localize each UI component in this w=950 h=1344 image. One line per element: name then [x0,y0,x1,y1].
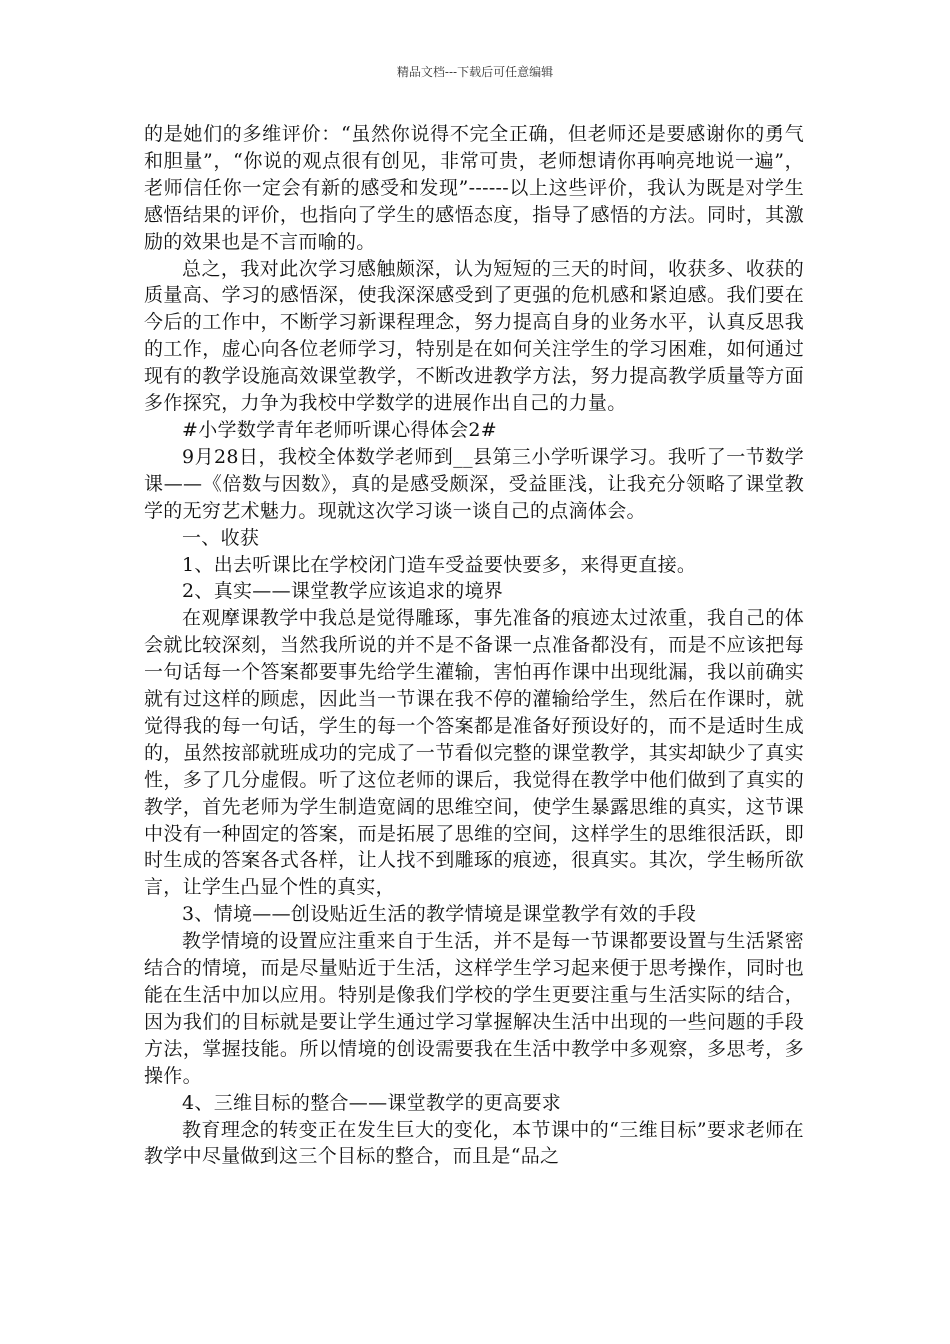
document-body [144,121,804,1170]
section-heading: #小学数学青年老师听课心得体会2# [182,418,498,441]
page-header: 精品文档---下载后可任意编辑 [396,65,554,79]
paragraph: 9月28日，我校全体数学老师到__县第三小学听课学习。我听了一节数学课——《倍数与因数》，真的是感受颇深，受益匪浅，让我充分领略了课堂教学的无穷艺术魅力。现就这次学习谈一谈自己的点滴体会。 [144,445,804,522]
paragraph: 的是她们的多维评价：“虽然你说得不完全正确，但老师还是要感谢你的勇气和胆量”，“你说的观点很有创见，非常可贵，老师想请你再响亮地说一遍”，老师信任你一定会有新的感受和发现”------以上这些评价，我认为既是对学生感悟结果的评价，也指向了学生的感悟态度，指导了感悟的方法。同时，其激励的效果也是不言而喻的。 [144,123,804,253]
paragraph: 总之，我对此次学习感触颇深，认为短短的三天的时间，收获多、收获的质量高、学习的感悟深，使我深深感受到了更强的危机感和紧迫感。我们要在今后的工作中，不断学习新课程理念，努力提高自身的业务水平，认真反思我的工作，虚心向各位老师学习，特别是在如何关注学生的学习困难，如何通过现有的教学设施高效课堂教学，不断改进教学方法，努力提高教学质量等方面多作探究，力争为我校中学数学的进展作出自己的力量。 [144,257,804,415]
paragraph: 教学情境的设置应注重来自于生活，并不是每一节课都要设置与生活紧密结合的情境，而是尽量贴近于生活，这样学生学习起来便于思考操作，同时也能在生活中加以应用。特别是像我们学校的学生更要注重与生活实际的结合，因为我们的目标就是要让学生通过学习掌握解决生活中出现的一些问题的手段方法，掌握技能。所以情境的创设需要我在生活中教学中多观察，多思考，多操作。 [144,930,804,1087]
paragraph: 教育理念的转变正在发生巨大的变化，本节课中的“三维目标”要求老师在教学中尽量做到这三个目标的整合，而且是“品之 [144,1118,804,1168]
paragraph: 在观摩课教学中我总是觉得雕琢，事先准备的痕迹太过浓重，我自己的体会就比较深刻，当然我所说的并不是不备课一点准备都没有，而是不应该把每一句话每一个答案都要事先给学生灌输，害怕再作课中出现纰漏，我以前确实就有过这样的顾虑，因此当一节课在我不停的灌输给学生，然后在作课时，就觉得我的每一句话，学生的每一个答案都是准备好预设好的，而不是适时生成的，虽然按部就班成功的完成了一节看似完整的课堂教学，其实却缺少了真实性，多了几分虚假。听了这位老师的课后，我觉得在教学中他们做到了真实的教学，首先老师为学生制造宽阔的思维空间，使学生暴露思维的真实，这节课中没有一种固定的答案，而是拓展了思维的空间，这样学生的思维很活跃，即时生成的答案各式各样，让人找不到雕琢的痕迹，很真实。其次，学生畅所欲言，让学生凸显个性的真实， [144,607,804,899]
section-heading: 一、收获 [182,526,260,549]
subsection-heading: 3、情境——创设贴近生活的教学情境是课堂教学有效的手段 [182,903,697,926]
subsection-heading: 2、真实——课堂教学应该追求的境界 [182,580,504,603]
paragraph: 1、出去听课比在学校闭门造车受益要快要多，来得更直接。 [182,553,697,576]
subsection-heading: 4、三维目标的整合——课堂教学的更高要求 [182,1091,562,1114]
